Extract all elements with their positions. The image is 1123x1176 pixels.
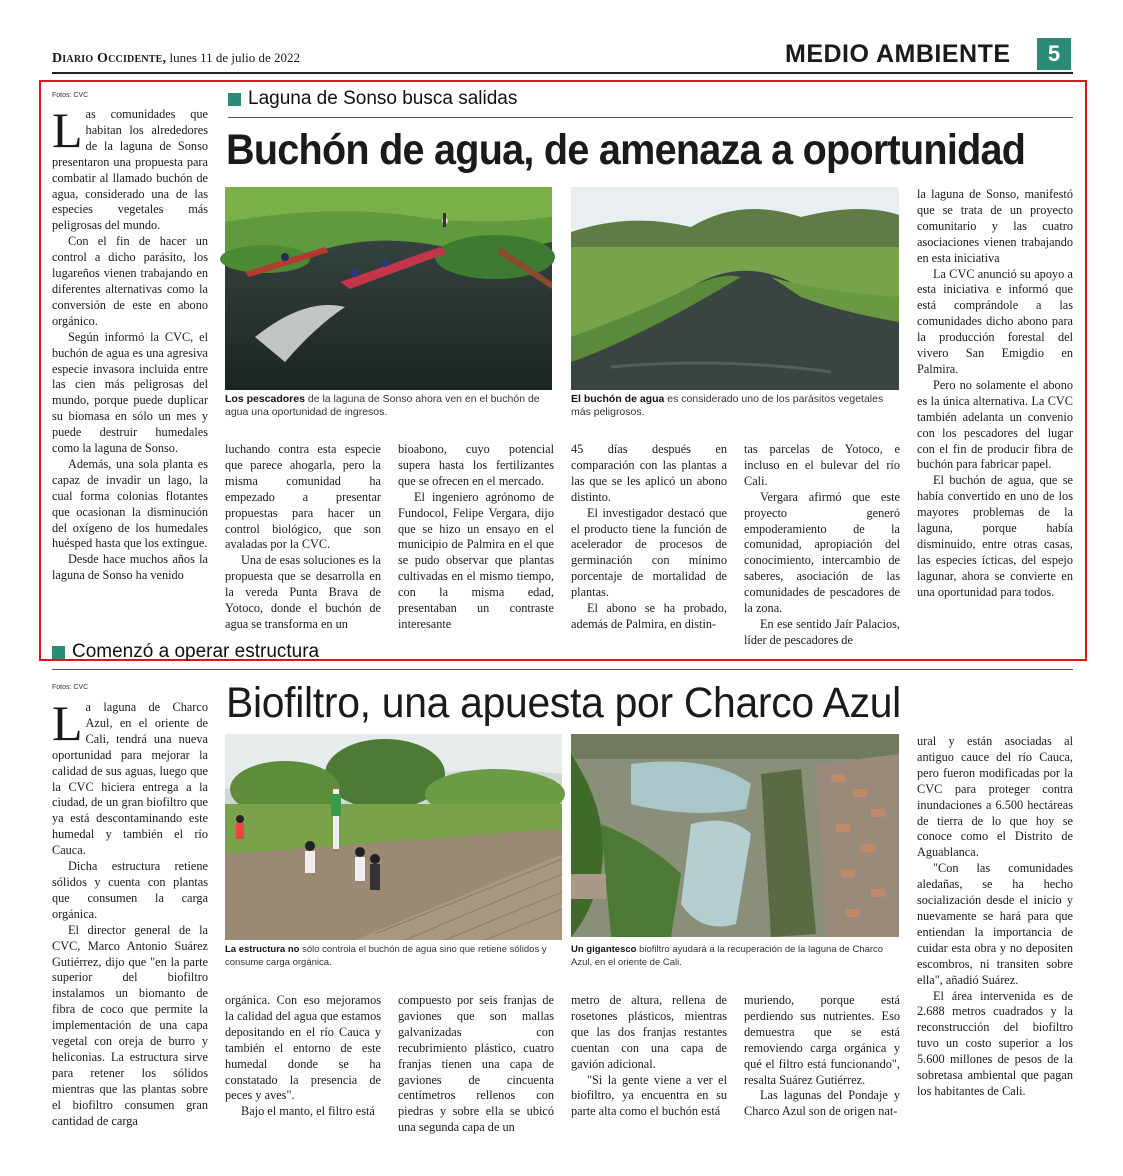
- text-run: sólo controla el buchón de agua sino que retiene sólidos y consume carga orgánica.: [225, 944, 547, 968]
- photo3-caption: [225, 944, 562, 969]
- article2-headline: Biofiltro, una apuesta por Charco Azul: [226, 679, 901, 727]
- page-number: 5: [1037, 38, 1071, 70]
- article1-column-5: [744, 442, 900, 647]
- kicker-text: Comenzó a operar estructura: [72, 641, 320, 662]
- article2-column-4: [571, 993, 727, 1143]
- paragraph: muriendo, porque está perdiendo sus nutrientes. Eso demuestra que se está removiendo carga orgánica y qué el filtro está funcionando", resalta Suárez Gutiérrez.: [744, 993, 900, 1087]
- paragraph: El ingeniero agrónomo de Fundocol, Felipe Vergara, dijo que se hizo un ensayo en el municipio de Palmira en el que se pudo observar que plantas cultivadas en el mismo tiempo, con la misma edad, presentaban un contraste interesante: [398, 489, 554, 631]
- paragraph: El director general de la CVC, Marco Antonio Suárez Gutiérrez, dijo que "en la parte superior del biofiltro instalamos un biomanto de fibra de coco que permite la implementación de una capa vegetal con oreja de burro y heliconias. La estructura sirve para retener los sólidos mientras que las plantas sobre el biofiltro consumen gran cantidad de carga: [52, 922, 208, 1128]
- paragraph: 45 días después en comparación con las plantas a las que se les aplicó un abono distinto.: [571, 442, 727, 504]
- article2-column-2: [225, 993, 381, 1143]
- photo1-caption: [225, 393, 552, 419]
- caption-lead: Un gigantesco: [571, 944, 637, 955]
- newspaper-name: Diario Occidente,: [52, 51, 167, 66]
- kicker-square-icon: [52, 646, 65, 659]
- caption-lead: La estructura no: [225, 944, 300, 955]
- text-run: de la laguna de Sonso ahora ven en el buchón de agua una oportunidad de ingresos.: [225, 393, 540, 418]
- paragraph: bioabono, cuyo potencial supera hasta los fertilizantes que se ofrecen en el mercado.: [398, 442, 554, 488]
- paragraph: tas parcelas de Yotoco, e incluso en el bulevar del río Cali.: [744, 442, 900, 488]
- paragraph: El abono se ha probado, además de Palmira, en distin-: [571, 601, 727, 631]
- text-run: es considerado uno de los parásitos vegetales más peligrosos.: [571, 393, 884, 418]
- text-run: a laguna de Charco Azul, en el oriente de Cali, tendrá una nueva oportunidad para mejorar la calidad de sus aguas, luego que la CVC hiciera entrega a la ciudad, de un gran biofiltro que ya está descontaminando este humedal y también el río Cauca.: [52, 700, 208, 858]
- photo-water-hyacinth: [571, 187, 899, 390]
- caption-lead: El buchón de agua: [571, 393, 665, 405]
- paragraph: El investigador destacó que el producto tiene la función de acelerador de procesos de germinación con mínimo porcentaje de mortalidad de plantas.: [571, 505, 727, 600]
- paragraph: metro de altura, rellena de rosetones plásticos, mientras que las dos franjas restantes cuentan con una capa de gavión adicional.: [571, 993, 727, 1071]
- photo-credit: Fotos: CVC: [52, 684, 89, 691]
- kicker-rule: [52, 669, 1073, 670]
- issue-date: lunes 11 de julio de 2022: [169, 50, 301, 65]
- article1-column-1: [52, 102, 208, 635]
- paragraph: Desde hace muchos años la laguna de Sonso ha venido: [52, 552, 208, 583]
- drop-cap: L: [52, 695, 83, 751]
- header-rule: [52, 72, 1073, 74]
- paragraph: ural y están asociadas al antiguo cauce del río Cauca, pero fueron modificadas por la CVC para proteger contra inundaciones a 6.500 hectáreas de tierra de lo que hoy se conoce como el Distrito de Aguablanca.: [917, 734, 1073, 860]
- photo-credit: Fotos: CVC: [52, 92, 89, 99]
- paragraph: Según informó la CVC, el buchón de agua es una agresiva especie invasora incluida entre las cien más peligrosas del mundo, porque puede duplicar su biomasa en sólo un mes y puede destruir humedales como la laguna de Sonso.: [52, 329, 208, 456]
- paragraph: [52, 695, 208, 859]
- photo-fishermen: [225, 187, 552, 390]
- paragraph: Vergara afirmó que este proyecto generó empoderamiento de la comunidad, apropiación del conocimiento, intercambio de saberes, asociación de las comunidades de pescadores de la zona.: [744, 489, 900, 616]
- article1-column-4: [571, 442, 727, 634]
- paragraph: Además, una sola planta es capaz de invadir un lago, la cual forma colonias flotantes que ocasionan la disminución del oxígeno de los humedales huésped hasta que los extingue.: [52, 456, 208, 551]
- photo-biofilter-structure: [225, 734, 562, 940]
- photo-charco-azul-aerial: [571, 734, 899, 937]
- paragraph: Las lagunas del Pondaje y Charco Azul son de origen nat-: [744, 1088, 900, 1119]
- paragraph: Con el fin de hacer un control a dicho parásito, los lugareños vienen trabajando en diferentes alternativas como la conversión de este en abono orgánico.: [52, 234, 208, 328]
- photo2-caption: [571, 393, 901, 419]
- photo4-caption: [571, 944, 901, 969]
- kicker-text: Laguna de Sonso busca salidas: [248, 88, 518, 109]
- kicker-square-icon: [228, 93, 241, 106]
- kicker-rule: [228, 117, 1073, 118]
- article2-column-1: [52, 695, 208, 1144]
- paragraph: Dicha estructura retiene sólidos y cuenta con plantas que consumen la carga orgánica.: [52, 859, 208, 921]
- text-run: as comunidades que habitan los alrededores de la laguna de Sonso presentaron una propuesta para combatir al llamado buchón de agua, considerado una de las especies vegetales más peligrosas del mundo.: [52, 107, 208, 233]
- caption-lead: Los pescadores: [225, 393, 305, 405]
- paragraph: El buchón de agua, que se había convertido en uno de los mayores problemas de la laguna, porque había disminuido, entre otras casas, las especies ícticas, del espejo lagunar, ahora se convierte en una oportunidad para todos.: [917, 473, 1073, 599]
- article1-kicker: [228, 88, 517, 110]
- paragraph: El área intervenida es de 2.688 metros cuadrados y la reconstrucción del biofiltro tuvo un costo superior a los 5.600 millones de pesos de la sobretasa ambiental que pagan los habitantes de Cali.: [917, 988, 1073, 1098]
- paragraph: la laguna de Sonso, manifestó que se trata de un proyecto comunitario y las cuatro asociaciones vienen trabajando en esta iniciativa: [917, 187, 1073, 265]
- paragraph: [52, 102, 208, 234]
- article1-column-2: [225, 442, 381, 634]
- paragraph: orgánica. Con eso mejoramos la calidad del agua que estamos depositando en el río Cauca y también el entorno de este humedal donde se ha constatado la presencia de peces y aves".: [225, 993, 381, 1103]
- paragraph: Pero no solamente el abono es la única alternativa. La CVC también adelanta un convenio con los pescadores del lugar con el fin de producir fibra de buchón para fabricar papel.: [917, 377, 1073, 472]
- article2-column-6: [917, 734, 1073, 1144]
- drop-cap: L: [52, 102, 83, 158]
- article1-column-3: [398, 442, 554, 634]
- paragraph: luchando contra esta especie que parece ahogarla, pero la misma comunidad ha empezado a presentar propuestas para hacer un control biológico, que son avaladas por la CVC.: [225, 442, 381, 552]
- paragraph: compuesto por seis franjas de gaviones que son mallas galvanizadas con recubrimiento plástico, cuatro franjas tienen una capa de gaviones de cincuenta centímetros rellenos con piedras y sobre ella se ubicó una segunda capa de un: [398, 993, 554, 1135]
- masthead: [52, 50, 300, 67]
- paragraph: "Con las comunidades aledañas, se ha hecho socialización desde el inicio y nuevamente se hará para que entiendan la importancia de cuidar esta obra y no depositen escombros, ni transiten sobre ella", añadió Suárez.: [917, 861, 1073, 987]
- article2-kicker: [52, 641, 319, 663]
- section-title: MEDIO AMBIENTE: [785, 40, 1011, 68]
- paragraph: Una de esas soluciones es la propuesta que se desarrolla en la vereda Punta Brava de Yotoco, donde el buchón de agua se transforma en un: [225, 553, 381, 631]
- paragraph: En ese sentido Jaír Palacios, líder de pescadores de: [744, 616, 900, 647]
- paragraph: Bajo el manto, el filtro está: [241, 1104, 375, 1119]
- paragraph: "Si la gente viene a ver el biofiltro, ya encuentra en su parte alta como el buchón está: [571, 1072, 727, 1119]
- article1-column-6: [917, 187, 1073, 634]
- article1-headline: Buchón de agua, de amenaza a oportunidad: [226, 126, 1026, 174]
- paragraph: La CVC anunció su apoyo a esta iniciativa e informó que está comprándole a las comunidades dicho abono para la producción forestal del vivero San Emigdio en Palmira.: [917, 266, 1073, 376]
- text-run: biofiltro ayudará a la recuperación de la laguna de Charco Azul, en el oriente de Cali.: [571, 944, 884, 968]
- article2-column-3: [398, 993, 554, 1143]
- article2-column-5: [744, 993, 900, 1143]
